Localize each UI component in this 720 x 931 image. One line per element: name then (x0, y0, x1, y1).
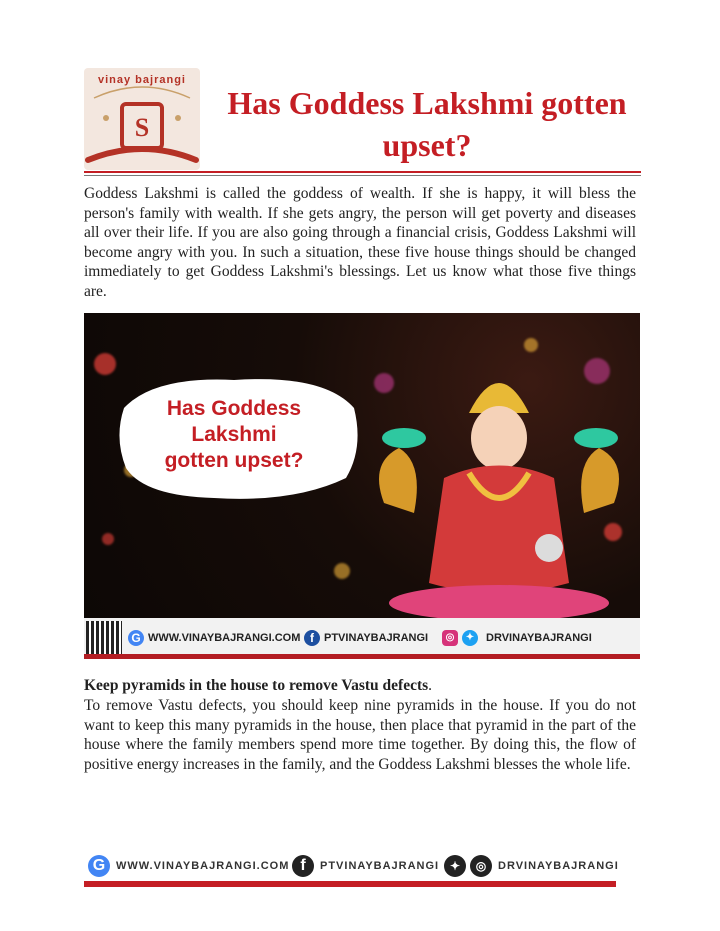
goddess-idol-illustration (374, 353, 624, 618)
facebook-icon: f (304, 630, 320, 646)
title-divider (84, 171, 641, 173)
hero-image (84, 313, 640, 659)
footer-website-link[interactable]: WWW.VINAYBAJRANGI.COM (116, 860, 290, 872)
svg-text:S: S (134, 113, 150, 142)
footer-social-handle[interactable]: DRVINAYBAJRANGI (498, 860, 619, 872)
google-icon: G (128, 630, 144, 646)
title-divider-thin (84, 175, 641, 176)
footer-instagram-icon: ◎ (470, 855, 492, 877)
twitter-icon: ✦ (462, 630, 478, 646)
page-footer (84, 850, 619, 887)
intro-paragraph: Goddess Lakshmi is called the goddess of wealth. If she is happy, it will bless the person's family with wealth. If she gets angry, the person will get poverty and diseases all over their life. If you are also going through a financial crisis, Goddess Lakshmi will become angry with you. In such a situation, these five house things should be changed immediately to get Goddess Lakshmi's blessings. Let us know what those five things are. (84, 185, 636, 300)
footer-facebook-handle[interactable]: PTVINAYBAJRANGI (320, 860, 440, 872)
hero-headline-line1: Has Goddess (166, 397, 302, 420)
hero-footer-red-bar (84, 654, 640, 659)
footer-google-icon: G (88, 855, 110, 877)
section-body: To remove Vastu defects, you should keep nine pyramids in the house. If you do not want to keep this many pyramids in the house, then place that pyramid in the part of the house where the family members spend more time together. By doing this, the flow of positive energy increases in the family, and the Goddess Lakshmi blesses the whole life. (84, 697, 636, 773)
logo-brand-text: vinay bajrangi (98, 74, 186, 86)
instagram-icon: ◎ (442, 630, 458, 646)
hero-headline-line2: Lakshmi (191, 423, 277, 446)
hero-facebook-handle[interactable]: PTVINAYBAJRANGI (324, 632, 429, 644)
hero-headline-line3: gotten upset? (164, 449, 304, 472)
hero-website-link[interactable]: WWW.VINAYBAJRANGI.COM (148, 632, 301, 644)
brand-logo (84, 68, 200, 170)
logo-emblem-icon (84, 68, 200, 170)
section-heading (84, 677, 432, 695)
hero-footer-strip (84, 618, 640, 659)
section-heading-period: . (428, 677, 433, 694)
section-heading-text: Keep pyramids in the house to remove Vastu defects (84, 677, 429, 694)
qr-code-icon (86, 621, 122, 657)
footer-red-bar (84, 881, 616, 887)
hero-social-handle[interactable]: DRVINAYBAJRANGI (486, 632, 592, 644)
footer-twitter-icon: ✦ (444, 855, 466, 877)
page-title: Has Goddess Lakshmi gotten upset? (227, 85, 627, 163)
footer-facebook-icon: f (292, 855, 314, 877)
